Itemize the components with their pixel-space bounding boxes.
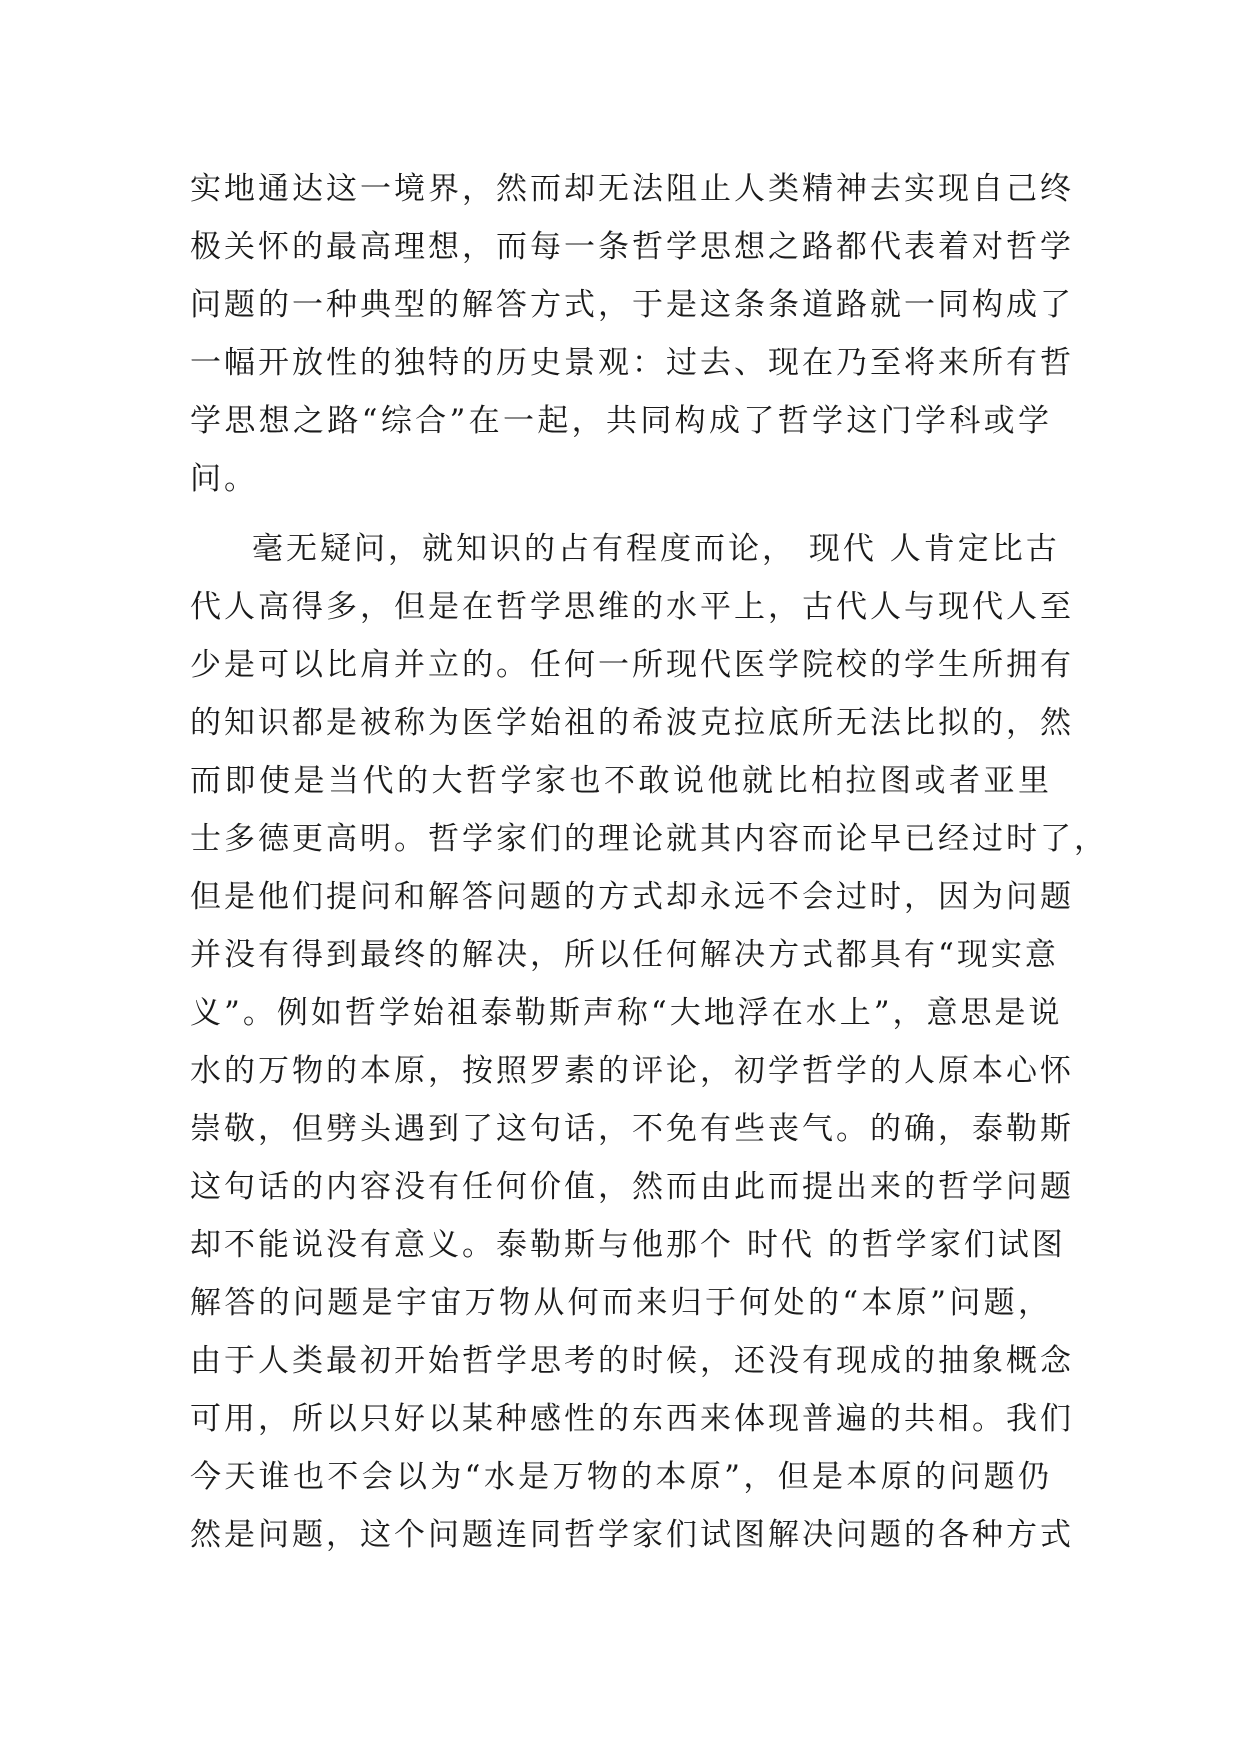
- text-line: 问。: [190, 461, 258, 497]
- text-line: 学思想之路“综合”在一起，共同构成了哲学这门学科或学: [190, 403, 1052, 439]
- text-line: 可用，所以只好以某种感性的东西来体现普遍的共相。我们: [190, 1401, 1074, 1437]
- text-line: 问题的一种典型的解答方式，于是这条条道路就一同构成了: [190, 287, 1074, 323]
- text-line: 实地通达这一境界，然而却无法阻止人类精神去实现自己终: [190, 171, 1074, 207]
- body-text: [190, 160, 1108, 1564]
- text-line: 水的万物的本原，按照罗素的评论，初学哲学的人原本心怀: [190, 1053, 1074, 1089]
- text-line: 但是他们提问和解答问题的方式却永远不会过时，因为问题: [190, 879, 1074, 915]
- text-line: 的知识都是被称为医学始祖的希波克拉底所无法比拟的，然: [190, 705, 1074, 741]
- text-line: 然是问题，这个问题连同哲学家们试图解决问题的各种方式: [190, 1517, 1074, 1553]
- text-line: 毫无疑问，就知识的占有程度而论， 现代 人肯定比古: [252, 531, 1060, 567]
- text-line: 这句话的内容没有任何价值，然而由此而提出来的哲学问题: [190, 1169, 1074, 1205]
- text-line: 士多德更高明。哲学家们的理论就其内容而论早已经过时了，: [190, 821, 1108, 857]
- text-line: 崇敬，但劈头遇到了这句话，不免有些丧气。的确，泰勒斯: [190, 1111, 1074, 1147]
- text-line: 却不能说没有意义。泰勒斯与他那个 时代 的哲学家们试图: [190, 1227, 1066, 1263]
- text-line: 今天谁也不会以为“水是万物的本原”，但是本原的问题仍: [190, 1459, 1052, 1495]
- text-line: 代人高得多，但是在哲学思维的水平上，古代人与现代人至: [190, 589, 1074, 625]
- text-line: 少是可以比肩并立的。任何一所现代医学院校的学生所拥有: [190, 647, 1074, 683]
- text-line: 极关怀的最高理想，而每一条哲学思想之路都代表着对哲学: [190, 229, 1074, 265]
- text-line: 一幅开放性的独特的历史景观：过去、现在乃至将来所有哲: [190, 345, 1074, 381]
- text-line: 义”。例如哲学始祖泰勒斯声称“大地浮在水上”，意思是说: [190, 995, 1063, 1031]
- paragraph-2: [190, 520, 1108, 1564]
- paragraph-1: [190, 160, 1074, 508]
- text-line: 由于人类最初开始哲学思考的时候，还没有现成的抽象概念: [190, 1343, 1074, 1379]
- text-line: 并没有得到最终的解决，所以任何解决方式都具有“现实意: [190, 937, 1059, 973]
- text-line: 而即使是当代的大哲学家也不敢说他就比柏拉图或者亚里: [190, 763, 1052, 799]
- text-line: 解答的问题是宇宙万物从何而来归于何处的“本原”问题，: [190, 1285, 1052, 1321]
